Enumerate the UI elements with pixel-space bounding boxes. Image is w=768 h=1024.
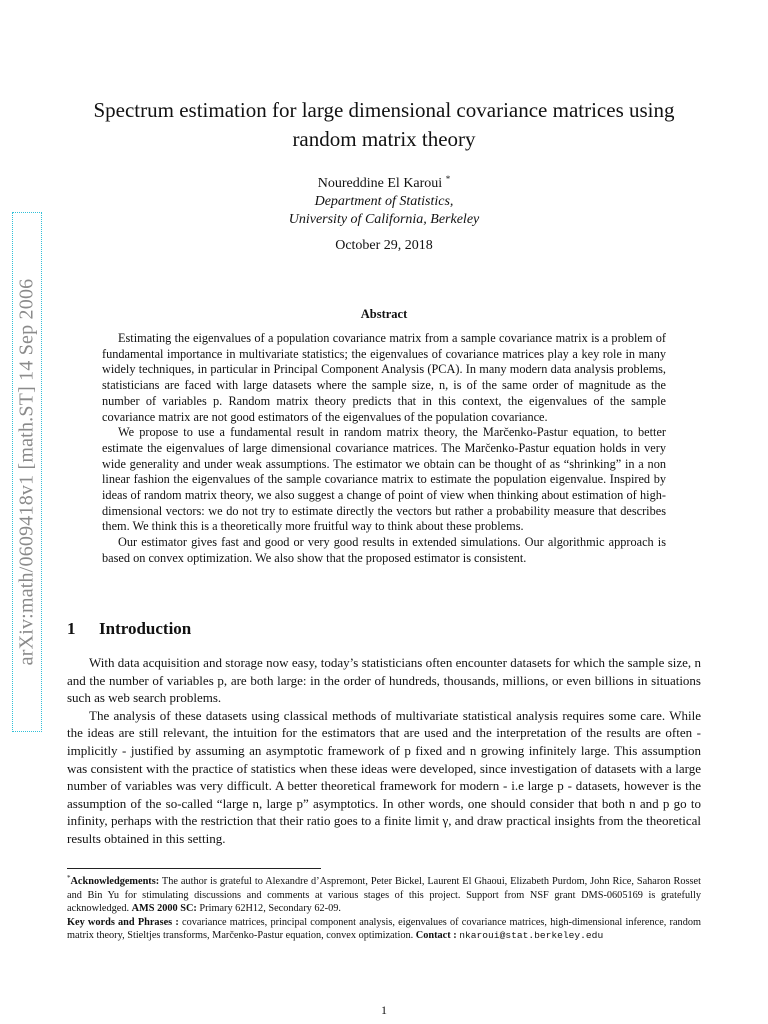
section-title: Introduction (99, 619, 192, 638)
keywords-label: Key words and Phrases : (67, 916, 179, 928)
contact-label: Contact : (415, 930, 457, 942)
author-department: Department of Statistics, (314, 194, 454, 209)
abstract-body (102, 331, 666, 567)
footnote (67, 872, 701, 943)
author-block (200, 170, 568, 229)
author-name: Noureddine El Karoui (317, 176, 443, 191)
paper-title: Spectrum estimation for large dimensional covariance matrices using random matrix theory (93, 98, 675, 151)
abstract-heading: Abstract (360, 307, 408, 321)
acknowledgements-label: Acknowledgements: (70, 876, 160, 887)
page-number: 1 (381, 1003, 387, 1017)
body-paragraph: With data acquisition and storage now easy, today’s statisticians often encounter datasets for which the sample size, n and the number of variables p, are both large: in the order of hundreds, thousands, millions, or even billions in situations such as web search problems. (67, 655, 701, 706)
footnote-mark: * (67, 874, 71, 882)
ams-label: AMS 2000 SC: (131, 903, 197, 915)
section-number: 1 (67, 619, 76, 638)
abstract-paragraph: Estimating the eigenvalues of a population covariance matrix from a sample covariance matrix is a problem of fundamental importance in multivariate statistics; the eigenvalues of covariance matrices play a key role in many widely techniques, in particular in Principal Component Analysis (PCA). In many modern data analysis problems, statisticians are faced with large datasets where the sample size, n, is of the same order of magnitude as the number of variables p. Random matrix theory predicts that in this context, the eigenvalues of the sample covariance matrix are not good estimators of the eigenvalues of the population covariance. (102, 331, 666, 424)
ams-text: Primary 62H12, Secondary 62-09. (199, 903, 341, 915)
introduction-body (67, 654, 701, 848)
keywords-text: covariance matrices, principal component analysis, eigenvalues of covariance matrices, high-dimensional inference, random matrix theory, Stieltjes transforms, Marčenko-Pastur equation, convex optimization. (67, 916, 702, 942)
contact-email[interactable]: nkaroui@stat.berkeley.edu (459, 930, 604, 942)
acknowledgements-text: The author is grateful to Alexandre d’Aspremont, Peter Bickel, Laurent El Ghaoui, Elizabeth Purdom, John Rice, Saharon Rosset and Bin Yu for stimulating discussions and comments at various stages of this project. Support from NSF grant DMS-0605169 is gratefully acknowledged. (67, 876, 701, 915)
body-paragraph: The analysis of these datasets using classical methods of multivariate statistical analysis requires some care. While the ideas are still relevant, the intuition for the estimators that are used and the interpretation of the results are often - implicitly - justified by assuming an asymptotic framework of p fixed and n growing infinitely large. This assumption was consistent with the practice of statistics when these ideas were developed, since investigation of datasets with a large number of variables was very difficult. A better theoretical framework for modern - i.e large p - datasets, however is the assumption of the so-called “large n, large p” asymptotics. In other words, one should consider that both n and p go to infinity, perhaps with the restriction that their ratio goes to a finite limit γ, and draw practical insights from the theoretical results obtained in this setting. (67, 707, 701, 846)
footnote-divider (67, 868, 321, 869)
paper-date: October 29, 2018 (335, 238, 433, 253)
abstract-paragraph: We propose to use a fundamental result in random matrix theory, the Marčenko-Pastur equation, to better estimate the eigenvalues of large dimensional covariance matrices. The Marčenko-Pastur equation holds in very wide generality and under weak assumptions. The estimator we obtain can be thought of as “shrinking” in a non linear fashion the eigenvalues of the sample covariance matrix to estimate the population eigenvalue. Inspired by ideas of random matrix theory, we also suggest a change of point of view when thinking about estimation of high-dimensional vectors: we do not try to estimate directly the vectors but rather a probability measure that describes them. We think this is a theoretically more fruitful way to think about these problems. (102, 425, 666, 534)
author-university: University of California, Berkeley (288, 212, 480, 227)
section-heading (67, 619, 191, 639)
author-footnote-mark: * (445, 174, 451, 184)
arxiv-identifier[interactable]: arXiv:math/0609418v1 [math.ST] 14 Sep 2006 (15, 278, 38, 666)
abstract-paragraph: Our estimator gives fast and good or very good results in extended simulations. Our algorithmic approach is based on convex optimization. We also show that the proposed estimator is consistent. (102, 535, 666, 565)
